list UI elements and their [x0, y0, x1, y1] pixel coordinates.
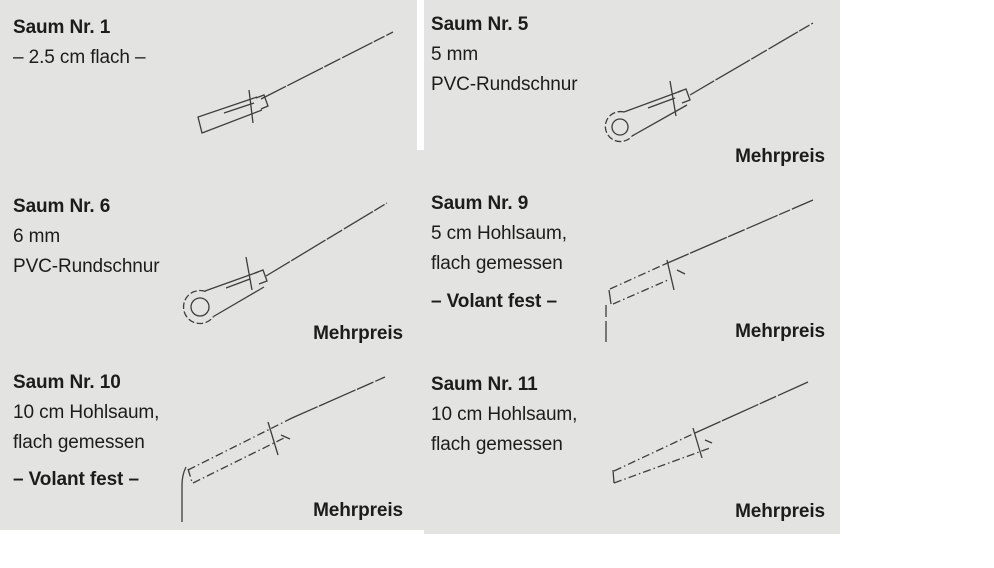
panel-title: Saum Nr. 6	[13, 196, 111, 217]
panel-description-line: 5 cm Hohlsaum,	[431, 223, 567, 244]
panel-description-line: PVC-Rundschnur	[431, 74, 578, 95]
panel-title: Saum Nr. 1	[13, 17, 111, 38]
panel-saum-6	[0, 178, 417, 360]
price-label: Mehrpreis	[735, 501, 825, 522]
panel-title: Saum Nr. 11	[431, 374, 538, 395]
gray-background-column-bridge	[417, 150, 424, 530]
valance-fixed-note: – Volant fest –	[431, 291, 557, 312]
panel-title: Saum Nr. 5	[431, 14, 529, 35]
panel-description-line: flach gemessen	[13, 432, 145, 453]
panel-title: Saum Nr. 9	[431, 193, 529, 214]
panel-description-line: – 2.5 cm flach –	[13, 47, 146, 68]
price-label: Mehrpreis	[735, 321, 825, 342]
panel-saum-9	[424, 178, 840, 360]
panel-description-line: 6 mm	[13, 226, 61, 247]
panel-saum-1	[0, 0, 417, 178]
price-label: Mehrpreis	[313, 500, 403, 521]
panel-description-line: 10 cm Hohlsaum,	[13, 402, 160, 423]
price-label: Mehrpreis	[735, 146, 825, 167]
panel-description-line: flach gemessen	[431, 434, 563, 455]
panel-saum-5	[424, 0, 840, 178]
panel-description-line: 5 mm	[431, 44, 479, 65]
price-label: Mehrpreis	[313, 323, 403, 344]
panel-description-line: PVC-Rundschnur	[13, 256, 160, 277]
panel-description-line: flach gemessen	[431, 253, 563, 274]
panel-saum-10	[0, 360, 417, 530]
panel-description-line: 10 cm Hohlsaum,	[431, 404, 578, 425]
panel-title: Saum Nr. 10	[13, 372, 121, 393]
panel-saum-11	[424, 360, 840, 534]
valance-fixed-note: – Volant fest –	[13, 469, 139, 490]
